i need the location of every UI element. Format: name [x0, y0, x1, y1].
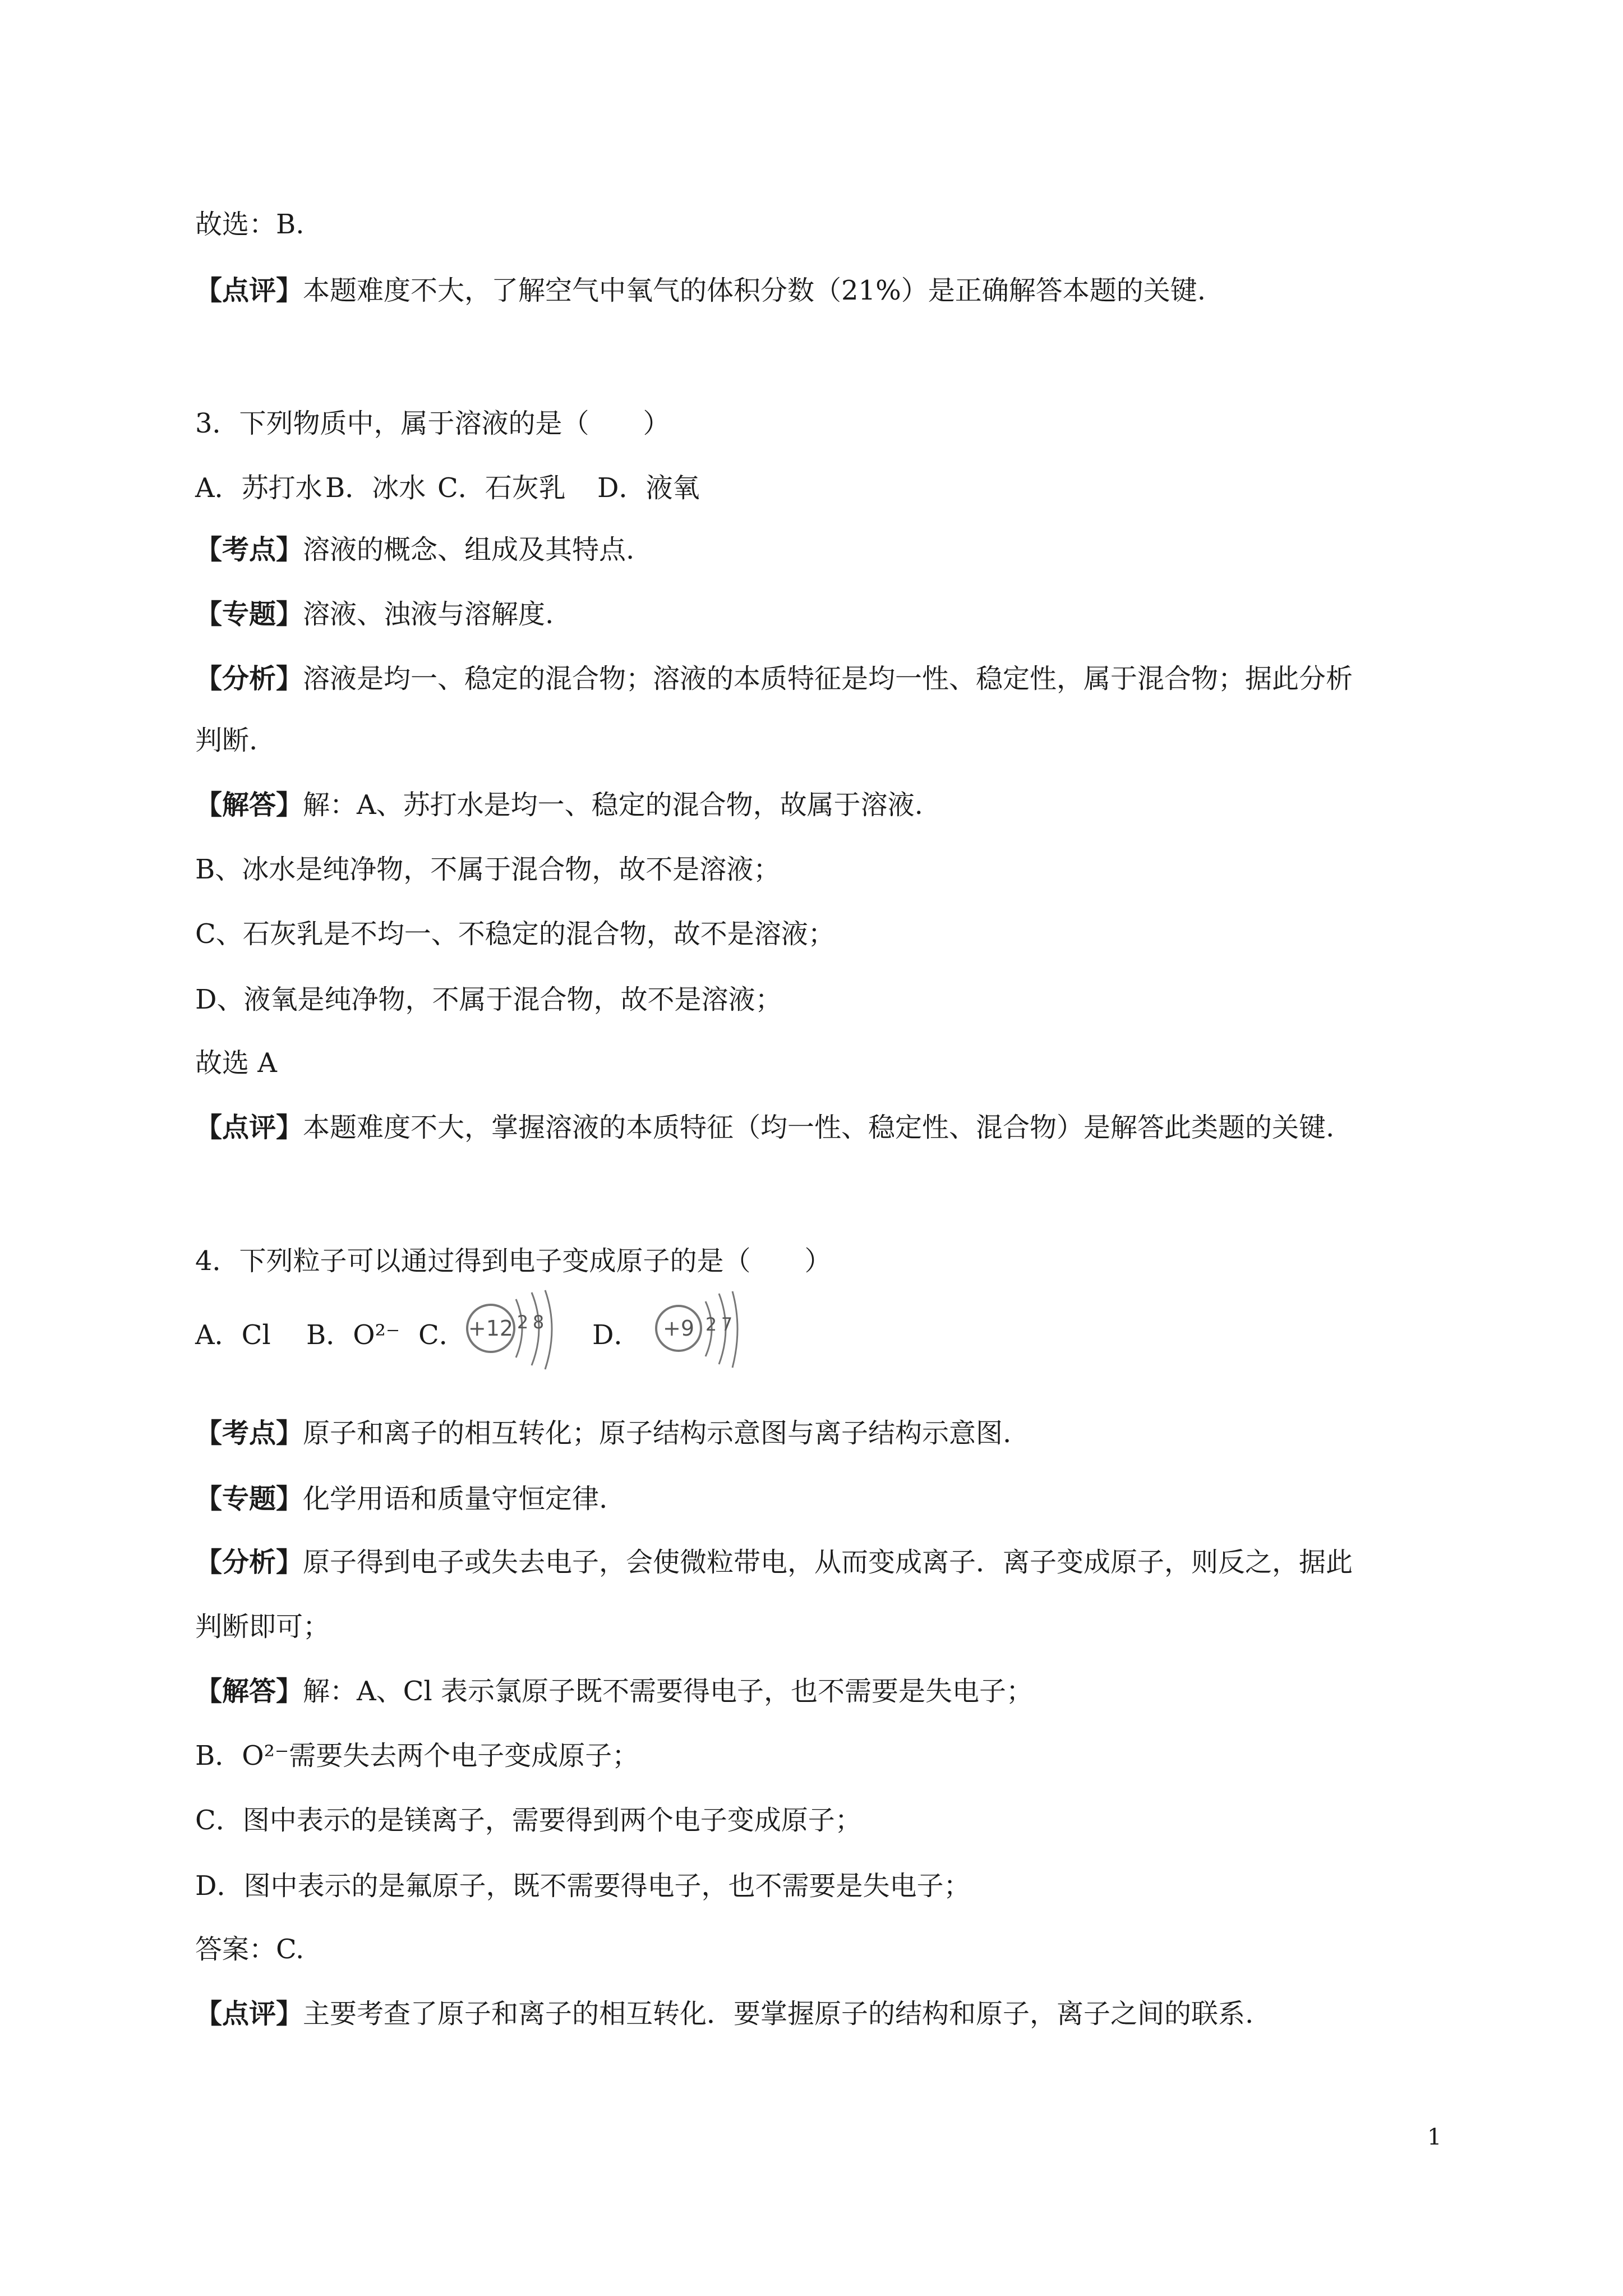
q4-options	[195, 1318, 641, 1352]
q3-fenxi-cont: 判断.	[195, 725, 258, 756]
atom-diagram-c	[460, 1288, 561, 1381]
q3-dianping: 【点评】本题难度不大，掌握溶液的本质特征（均一性、稳定性、混合物）是解答此类题的关键.	[195, 1112, 1335, 1143]
q4-option-c: C．	[418, 1319, 466, 1351]
atom-diagram-d	[645, 1288, 743, 1381]
q3-stem: 3．下列物质中，属于溶液的是（ ）	[195, 408, 670, 439]
q4-jieda-b: B．O²⁻需要失去两个电子变成原子；	[195, 1740, 639, 1772]
q4-fenxi: 【分析】原子得到电子或失去电子，会使微粒带电，从而变成离子．离子变成原子，则反之，据此	[195, 1547, 1353, 1578]
q4-option-d: D．	[592, 1319, 641, 1351]
q3-answer: 故选 A	[195, 1047, 277, 1079]
q3-options	[195, 471, 700, 505]
atom-d-nucleus: +9	[662, 1316, 695, 1341]
q4-jieda-d: D．图中表示的是氟原子，既不需要得电子，也不需要是失电子；	[195, 1870, 971, 1902]
atom-c-shell-2: 8	[532, 1312, 545, 1333]
q3-jieda-d: D、液氧是纯净物，不属于混合物，故不是溶液；	[195, 984, 782, 1015]
q3-option-c: C．石灰乳	[437, 472, 566, 504]
atom-d-shell-2: 7	[721, 1314, 733, 1335]
q4-jieda-c: C．图中表示的是镁离子，需要得到两个电子变成原子；	[195, 1805, 862, 1836]
q3-jieda: 【解答】解：A、苏打水是均一、稳定的混合物，故属于溶液.	[195, 789, 923, 821]
q4-option-b: B．O²⁻	[306, 1319, 400, 1351]
page-number: 1	[1427, 2124, 1442, 2150]
q4-dianping: 【点评】主要考查了原子和离子的相互转化．要掌握原子的结构和原子，离子之间的联系.	[195, 1998, 1254, 2030]
q3-zhuanti: 【专题】溶液、浊液与溶解度.	[195, 599, 554, 630]
atom-d-shell-1: 2	[705, 1314, 717, 1335]
q4-fenxi-cont: 判断即可；	[195, 1611, 330, 1642]
q3-jieda-c: C、石灰乳是不均一、不稳定的混合物，故不是溶液；	[195, 918, 835, 950]
q3-kaodian: 【考点】溶液的概念、组成及其特点.	[195, 534, 635, 565]
comment-tag: 【点评】	[195, 275, 303, 306]
atom-c-nucleus: +12	[468, 1316, 514, 1341]
q4-answer: 答案：C.	[195, 1934, 305, 1965]
q4-stem: 4．下列粒子可以通过得到电子变成原子的是（ ）	[195, 1245, 832, 1277]
comment-line: 【点评】本题难度不大，了解空气中氧气的体积分数（21%）是正确解答本题的关键.	[195, 275, 1206, 306]
q4-zhuanti: 【专题】化学用语和质量守恒定律.	[195, 1483, 608, 1515]
q3-option-a: A．苏打水	[195, 472, 322, 504]
q3-fenxi: 【分析】溶液是均一、稳定的混合物；溶液的本质特征是均一性、稳定性，属于混合物；据此分析	[195, 663, 1353, 694]
q4-jieda: 【解答】解：A、Cl 表示氯原子既不需要得电子，也不需要是失电子；	[195, 1676, 1034, 1707]
q3-option-b: B．冰水	[325, 472, 426, 504]
q3-option-d: D．液氧	[597, 472, 700, 504]
q4-kaodian: 【考点】原子和离子的相互转化；原子结构示意图与离子结构示意图.	[195, 1418, 1012, 1449]
answer-line: 故选：B.	[195, 209, 305, 240]
q3-jieda-b: B、冰水是纯净物，不属于混合物，故不是溶液；	[195, 854, 781, 885]
atom-c-shell-1: 2	[517, 1312, 529, 1333]
q4-option-a: A．Cl	[195, 1319, 271, 1351]
